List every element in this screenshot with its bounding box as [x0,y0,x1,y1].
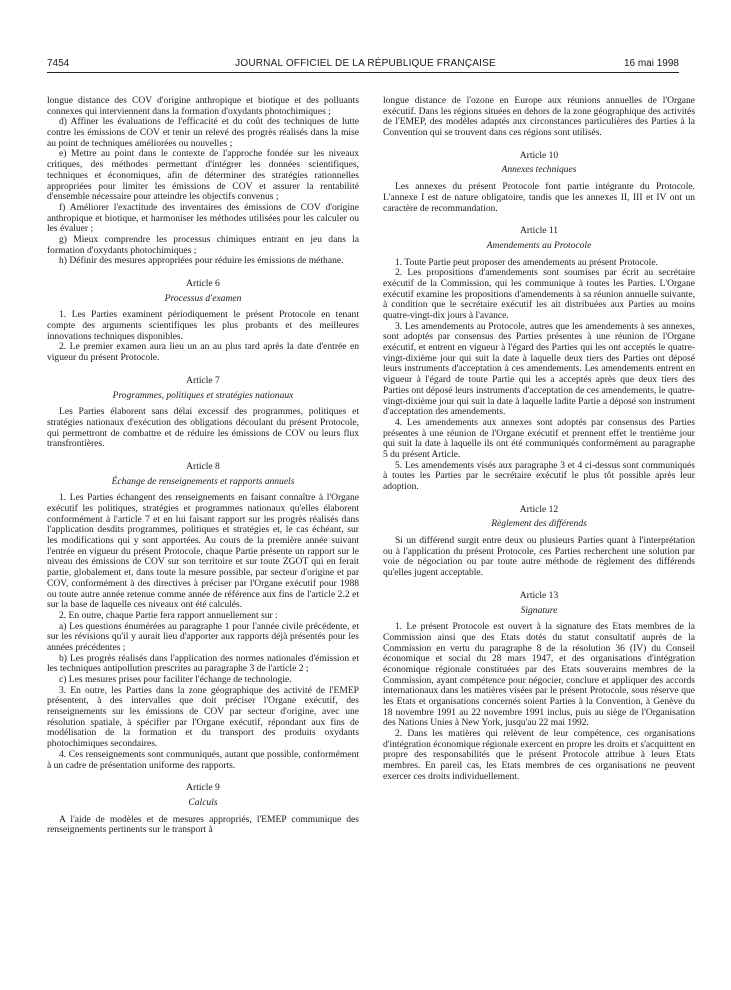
article-subtitle: Échange de renseignements et rapports annuels [111,475,295,487]
article-heading: Article 12 [519,503,559,515]
paragraph: A l'aide de modèles et de mesures appropriés, l'EMEP communique des renseignements pertinents sur le transport à [47,813,359,836]
article-subtitle: Processus d'examen [164,292,242,304]
page-number: 7454 [47,58,70,69]
paragraph: 1. Les Parties examinent périodiquement le présent Protocole en tenant compte des arguments scientifiques les plus probants et des meilleures innovations techniques disponibles. [47,309,359,342]
right-column [383,96,695,783]
list-item-g: g) Mieux comprendre les processus chimiques entrant en jeu dans la formation d'oxydants photochimiques ; [47,233,359,256]
list-item-a: a) Les questions énumérées au paragraphe 1 pour l'année civile précédente, et sur les révisions qu'il y aurait lieu d'apporter aux rapports déjà présentés pour les années précédentes ; [47,620,359,653]
paragraph: 1. Le présent Protocole est ouvert à la signature des Etats membres de la Commission ainsi que des Etats dotés du statut consultatif auprès de la Commission en vertu du paragraphe 8 de la résolution 36 (IV) du Conseil économique et social du 28 mars 1947, et des organisations d'intégration économique régionale constituées par des Etats souverains membres de la Commission, ayant compétence pour négocier, conclure et appliquer des accords internationaux dans les matières visées par le présent Protocole, sous réserve que les Etats et organisations concernés soient Parties à la Convention, à Genève du 18 novembre 1991 au 22 novembre 1991 inclus, puis au siège de l'Organisation des Nations Unies à New York, jusqu'au 22 mai 1992. [383,621,695,729]
paragraph: 2. Les propositions d'amendements sont soumises par écrit au secrétaire exécutif de la Commission, qui les communique à toutes les Parties. L'Organe exécutif examine les propositions d'amendements à sa réunion annuelle suivante, à condition que le secrétaire exécutif les ait distribuées aux Parties au moins quatre-vingt-dix jours à l'avance. [383,267,695,321]
list-item-h: h) Définir des mesures appropriées pour réduire les émissions de méthane. [59,255,344,267]
page-header [0,0,731,70]
article-heading: Article 7 [186,374,220,386]
article-heading: Article 8 [186,460,220,472]
paragraph: 5. Les amendements visés aux paragraphe 3 et 4 ci-dessus sont communiqués à toutes les Parties par le secrétaire exécutif le plus tôt possible après leur adoption. [383,459,695,492]
list-item-c: c) Les mesures prises pour faciliter l'échange de technologie. [59,674,292,685]
paragraph: 2. En outre, chaque Partie fera rapport annuellement sur : [59,609,278,621]
paragraph: 2. Dans les matières qui relèvent de leur compétence, ces organisations d'intégration économique régionale exercent en propre les droits et s'acquittent en propre des responsabilités que le présent Protocole attribue à leurs Etats membres. En pareil cas, les Etats membres de ces organisations ne peuvent exercer ces droits individuellement. [383,728,695,782]
article-heading: Article 11 [519,225,559,237]
paragraph: 4. Les amendements aux annexes sont adoptés par consensus des Parties présentes à une réunion de l'Organe exécutif et prennent effet le trentième jour qui suit la date à laquelle ils ont été communiqués conformément au paragraphe 5 du présent Article. [383,416,695,460]
issue-date: 16 mai 1998 [623,58,679,69]
list-item-f: f) Améliorer l'exactitude des inventaires des émissions de COV d'origine anthropique et biotique, et harmoniser les méthodes utilisées pour les calculer ou les évaluer ; [47,201,359,235]
paragraph: Si un différend surgit entre deux ou plusieurs Parties quant à l'interprétation ou à l'application du présent Protocole, ces Parties recherchent une solution par voie de négociation ou par toute autre méthode de règlement des différends qu'elles jugent acceptable. [383,535,695,579]
journal-title: JOURNAL OFFICIEL DE LA RÉPUBLIQUE FRANÇAISE [235,58,496,69]
list-item-e: e) Mettre au point dans le contexte de l'approche fondée sur les niveaux critiques, des méthodes permettant d'intégrer les données scientifiques, techniques et économiques, afin de déterminer des stratégies rationnelles appropriées pour limiter les émissions de COV et assurer la rentabilité d'ensemble nécessaire pour atteindre les objectifs convenus ; [47,148,359,203]
article-subtitle: Calculs [188,796,218,808]
paragraph: 2. Le premier examen aura lieu un an au plus tard après la date d'entrée en vigueur du présent Protocole. [47,341,359,364]
paragraph: 4. Ces renseignements sont communiqués, autant que possible, conformément à un cadre de présentation uniforme des rapports. [47,748,359,771]
article-heading: Article 6 [186,278,220,289]
paragraph: Les Parties élaborent sans délai excessif des programmes, politiques et stratégies nationaux d'exécution des obligations découlant du présent Protocole, qui permettront de combattre et de réduire les émissions de COV ou leurs flux transfrontières. [47,406,359,450]
continued-paragraph: longue distance de l'ozone en Europe aux réunions annuelles de l'Organe exécutif. Dans les régions situées en dehors de la zone géographique des activités de l'EMEP, des modèles adaptés aux circonstances particulières des Parties à la Convention qui se trouvent dans ces régions sont utilisés. [383,95,695,139]
header-rule [47,72,679,73]
article-heading: Article 10 [519,149,559,161]
article-heading: Article 13 [519,589,559,601]
paragraph: 1. Les Parties échangent des renseignements en faisant connaître à l'Organe exécutif les politiques, stratégies et programmes nationaux qu'elles élaborent conformément à l'article 7 et en lui faisant rapport sur les progrès réalisés dans l'application desdits programmes, politiques et stratégies et, le cas échéant, sur les modifications qui y sont apportées. Au cours de la première année suivant l'entrée en vigueur du présent Protocole, chaque Partie présente un rapport sur le niveau des émissions de COV sur son territoire et sur toute ZGOT qui en ferait partie, globalement et, dans toute la mesure possible, par secteur d'origine et par COV, conformément à des directives à préciser par l'Organe exécutif pour 1988 ou toute autre année retenue comme année de référence aux fins de l'article 2.2 et sur la base de laquelle ces niveaux ont été calculés. [47,492,359,611]
article-subtitle: Règlement des différends [491,518,587,530]
article-subtitle: Amendements au Protocole [486,239,592,251]
list-item-b: b) Les progrès réalisés dans l'application des normes nationales d'émission et les techniques antipollution prescrites au paragraphe 3 de l'article 2 ; [47,652,359,675]
left-column [47,96,359,836]
list-item-d: d) Affiner les évaluations de l'efficacité et du coût des techniques de lutte contre les émissions de COV et tenir un relevé des progrès réalisés dans la mise au point de techniques améliorées ou nouvelles ; [47,116,359,149]
paragraph: 3. Les amendements au Protocole, autres que les amendements à ses annexes, sont adoptés par consensus des Parties présentes à une réunion de l'Organe exécutif, et entrent en vigueur à l'égard des Parties qui les ont acceptés le quatre-vingt-dixième jour qui suit la date à laquelle deux tiers des Parties ont déposé leurs instruments d'acceptation à ces amendements. Les amendements entrent en vigueur à l'égard de toute Partie qui les a acceptés après que deux tiers des Parties ont déposé leurs instruments d'acceptation de ces amendements, le quatre-vingt-dixième jour qui suit la date à laquelle ladite Partie a déposé son instrument d'acceptation des amendements. [383,320,695,418]
paragraph: 3. En outre, les Parties dans la zone géographique des activité de l'EMEP présentent, à des intervalles que doit préciser l'Organe exécutif, des renseignements sur les émissions de COV par secteur d'origine, avec une résolution spatiale, à spécifier par l'Organe exécutif, répondant aux fins de modélisation de la formation et du transport des produits oxydants photochimiques secondaires. [47,684,359,750]
article-heading: Article 9 [186,782,220,794]
article-subtitle: Programmes, politiques et stratégies nationaux [112,389,294,401]
paragraph: Les annexes du présent Protocole font partie intégrante du Protocole. L'annexe I est de nature obligatoire, tandis que les annexes II, III et IV ont un caractère de recommandation. [383,181,695,214]
continued-paragraph: longue distance des COV d'origine anthropique et biotique et des polluants connexes qui interviennent dans la formation d'oxydants photochimiques ; [47,95,359,117]
article-subtitle: Signature [520,604,558,616]
paragraph: 1. Toute Partie peut proposer des amendements au présent Protocole. [395,256,658,268]
article-subtitle: Annexes techniques [501,164,577,176]
